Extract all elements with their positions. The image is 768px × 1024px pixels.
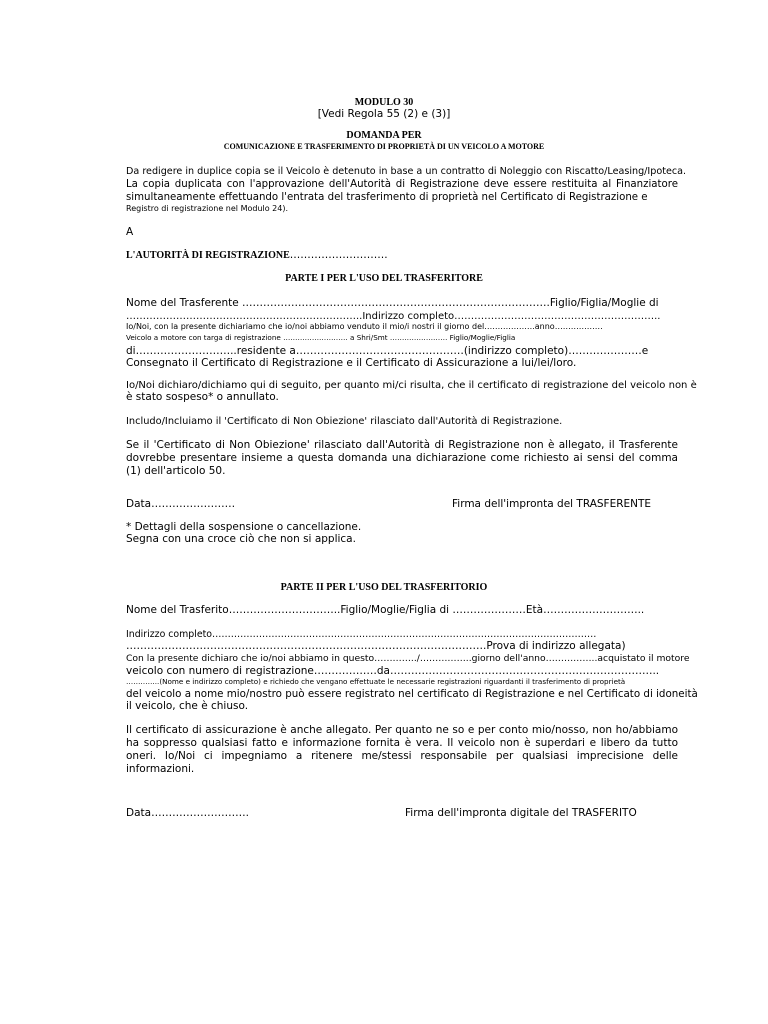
- vehicle-registration-line: Veicolo a motore con targa di registrazione ……………………… a Shri/Smt …………………… Figlio/Moglie/Figlia: [126, 333, 516, 342]
- insurance-declaration: Il certificato di assicurazione è anche allegato. Per quanto ne so e per conto mio/nosso, non ho/abbiamo ha soppresso qualsiasi fatto e informazione fornita è vera. Il veicolo non è superdari e libero da tutto oneri. Io/Noi ci impegniamo a ritenere me/stessi responsabile per qualsiasi imprecisione delle informazioni.: [126, 724, 678, 775]
- application-subject: COMUNICAZIONE E TRASFERIMENTO DI PROPRIETÀ DI UN VEICOLO A MOTORE: [223, 142, 545, 151]
- transferor-name-line: Nome del Trasferente …………………………………………………………………………….Figlio/Figlia/Moglie di: [126, 297, 659, 309]
- footnote-strike: Segna con una croce ciò che non si applica.: [126, 533, 356, 545]
- part-1-title: PARTE I PER L'USO DEL TRASFERITORE: [285, 273, 483, 284]
- intro-line-2: La copia duplicata con l'approvazione dell'Autorità di Registrazione deve essere restituita al Finanziatore simultaneamente effettuando l'entrata del trasferimento di proprietà nel Certificato di Registrazione e: [126, 179, 678, 203]
- suspension-declaration-1: Io/Noi dichiaro/dichiamo qui di seguito, per quanto mi/ci risulta, che il certificato di registrazione del veicolo non è: [126, 380, 697, 391]
- application-heading: DOMANDA PER: [346, 130, 422, 141]
- purchase-declaration: Con la presente dichiaro che io/noi abbiamo in questo…………../……………..giorno dell'anno……………..acquistato il motore: [126, 653, 690, 664]
- transferee-date: Data……………………….: [126, 807, 249, 819]
- intro-line-1: Da redigere in duplice copia se il Veicolo è detenuto in base a un contratto di Noleggio con Riscatto/Leasing/Ipoteca.: [126, 166, 687, 177]
- vehicle-closed-line: il veicolo, che è chiuso.: [126, 700, 249, 712]
- transferor-date: Data……………………: [126, 498, 236, 510]
- addressee-a: A: [126, 226, 134, 238]
- authority-dots: ……………………….: [289, 249, 388, 261]
- certificates-handed-over: Consegnato il Certificato di Registrazione e il Certificato di Assicurazione a lui/lei/loro.: [126, 357, 577, 369]
- authority-label: L'AUTORITÀ DI REGISTRAZIONE: [126, 250, 290, 261]
- transferee-name-line: Nome del Trasferito…………………………..Figlio/Moglie/Figlia di …………………Età………………………..: [126, 604, 645, 616]
- part-2-title: PARTE II PER L'USO DEL TRASFERITORIO: [280, 582, 488, 593]
- transferee-address-line-1: Indirizzo completo……………………………………………………………………………………………………………: [126, 629, 597, 640]
- transfer-request-line: …………..(Nome e indirizzo completo) e richiedo che vengano effettuate le necessarie registrazioni riguardanti il trasferimento di proprietà: [126, 677, 626, 686]
- vehicle-number-line: veicolo con numero di registrazione………………da…………………………………………………………………..: [126, 665, 660, 677]
- transferor-sale-declaration: Io/Noi, con la presente dichiariamo che io/noi abbiamo venduto il mio/i nostri il giorno del……………….anno………………: [126, 322, 603, 331]
- addressee-authority: [126, 249, 388, 262]
- transferee-address-line-2: ………………………………………………………………………………………….Prova di indirizzo allegata): [126, 640, 626, 652]
- transferee-signature: Firma dell'impronta digitale del TRASFERITO: [405, 807, 637, 819]
- form-number: MODULO 30: [354, 97, 414, 108]
- noc-enclosed: Includo/Incluiamo il 'Certificato di Non Obiezione' rilasciato dall'Autorità di Registrazione.: [126, 416, 563, 427]
- registration-request-line: del veicolo a nome mio/nostro può essere registrato nel certificato di Registrazione e nel Certificato di idoneità: [126, 688, 698, 700]
- noc-not-enclosed: Se il 'Certificato di Non Obiezione' rilasciato dall'Autorità di Registrazione non è allegato, il Trasferente dovrebbe presentare insieme a questa domanda una dichiarazione come richiesto ai sensi del comma (1) dell'articolo 50.: [126, 439, 678, 477]
- rule-reference: [Vedi Regola 55 (2) e (3)]: [317, 108, 451, 120]
- footnote-suspension: * Dettagli della sospensione o cancellazione.: [126, 521, 362, 533]
- transferor-signature: Firma dell'impronta del TRASFERENTE: [452, 498, 652, 510]
- transferor-address-line: ……………………………………………………………..Indirizzo completo……………………………………………………..: [126, 311, 661, 322]
- intro-line-3: Registro di registrazione nel Modulo 24).: [126, 204, 289, 213]
- buyer-residence-line: di………………………..residente a…………………………………………(indirizzo completo)…………………e: [126, 345, 649, 357]
- suspension-declaration-2: è stato sospeso* o annullato.: [126, 391, 279, 403]
